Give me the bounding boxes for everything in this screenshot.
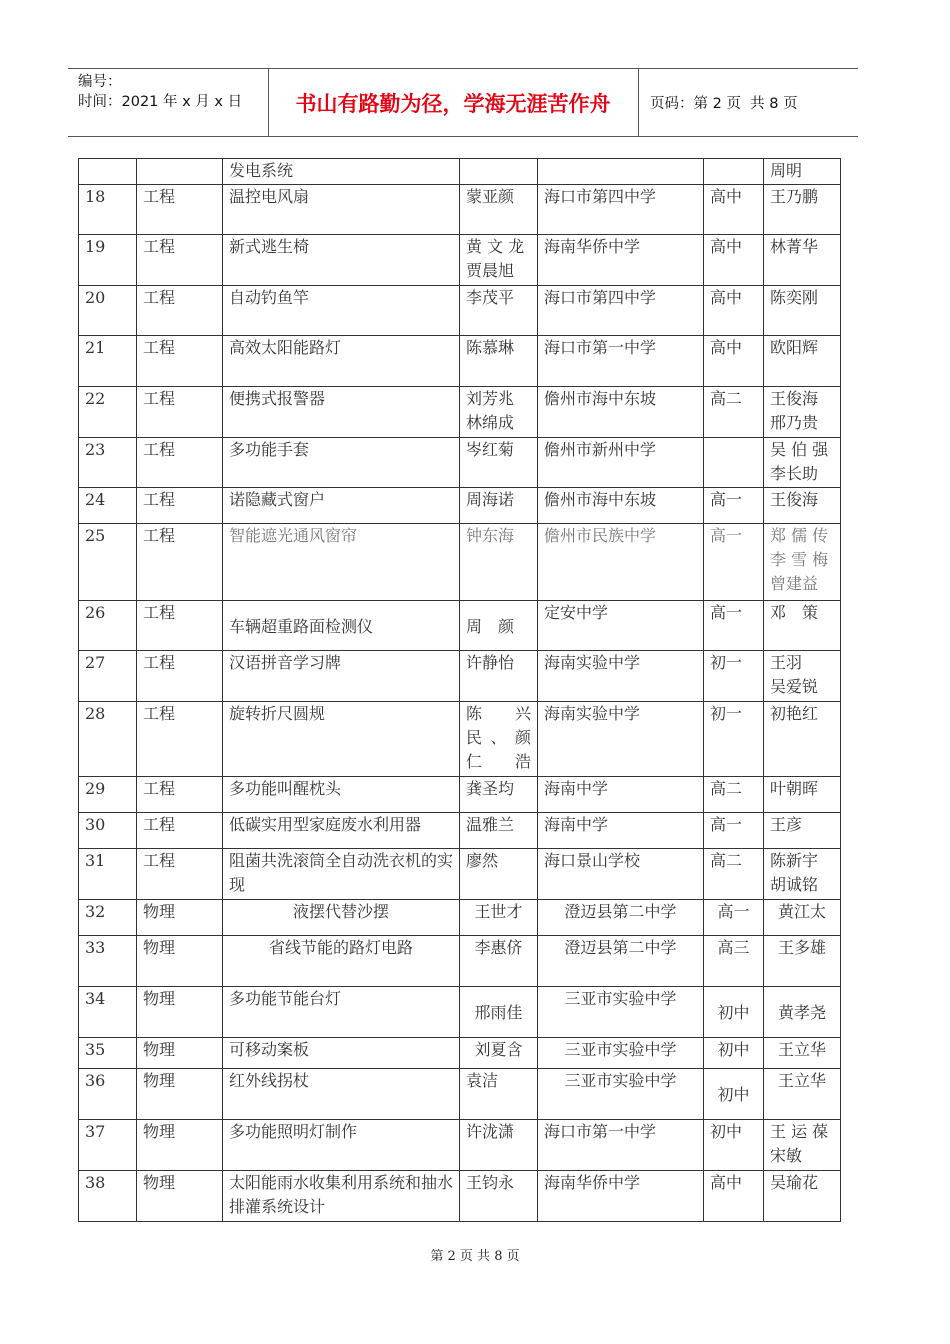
cell-project-title: 可移动案板 [223,1038,460,1069]
cell-student-name: 陈 兴 民 、 颜 仁浩 [460,702,538,777]
cell-number [79,159,137,185]
cell-student-name: 岑红菊 [460,438,538,488]
cell-number: 26 [79,601,137,651]
table-row [79,987,841,1038]
cell-grade [704,159,764,185]
cell-project-title: 太阳能雨水收集利用系统和抽水排灌系统设计 [223,1171,460,1222]
header-meta [78,72,242,112]
cell-category: 工程 [137,185,223,235]
cell-category: 工程 [137,601,223,651]
cell-student-name: 钟东海 [460,524,538,601]
table-row [79,849,841,900]
cell-school: 儋州市新州中学 [538,438,704,488]
cell-project-title: 高效太阳能路灯 [223,336,460,387]
cell-category: 工程 [137,702,223,777]
cell-student-name: 李茂平 [460,286,538,336]
cell-project-title: 车辆超重路面检测仪 [223,601,460,651]
table-row [79,651,841,702]
cell-grade: 初中 [704,1069,764,1120]
table-row [79,438,841,488]
cell-grade: 高中 [704,1171,764,1222]
cell-grade: 初一 [704,702,764,777]
cell-category: 工程 [137,286,223,336]
cell-grade: 高中 [704,235,764,286]
table-row [79,1069,841,1120]
header-page-number: 页码：第 2 页 共 8 页 [650,96,798,112]
cell-category: 物理 [137,1069,223,1120]
cell-category: 工程 [137,524,223,601]
header-motto: 书山有路勤为径，学海无涯苦作舟 [295,91,611,116]
cell-teacher: 王立华 [764,1069,841,1120]
cell-school: 海口市第四中学 [538,286,704,336]
cell-grade: 高二 [704,849,764,900]
cell-teacher: 王羽 吴爱锐 [764,651,841,702]
cell-number: 27 [79,651,137,702]
cell-grade: 高一 [704,900,764,936]
cell-number: 33 [79,936,137,987]
cell-number: 20 [79,286,137,336]
cell-school: 海南实验中学 [538,651,704,702]
cell-category: 工程 [137,235,223,286]
cell-number: 25 [79,524,137,601]
cell-project-title: 多功能手套 [223,438,460,488]
cell-project-title: 自动钓鱼竿 [223,286,460,336]
cell-number: 37 [79,1120,137,1171]
cell-number: 38 [79,1171,137,1222]
cell-school: 澄迈县第二中学 [538,936,704,987]
table-row [79,286,841,336]
cell-school: 三亚市实验中学 [538,987,704,1038]
cell-number: 28 [79,702,137,777]
cell-category: 工程 [137,651,223,702]
cell-grade: 高一 [704,488,764,524]
cell-category: 工程 [137,387,223,438]
table-row [79,601,841,651]
cell-student-name: 黄 文 龙 贾晨旭 [460,235,538,286]
cell-number: 32 [79,900,137,936]
page-footer: 第 2 页 共 8 页 [430,1249,520,1264]
cell-project-title: 多功能节能台灯 [223,987,460,1038]
cell-project-title: 液摆代替沙摆 [223,900,460,936]
cell-student-name [460,159,538,185]
cell-grade: 高一 [704,601,764,651]
cell-school: 海南实验中学 [538,702,704,777]
cell-project-title: 发电系统 [223,159,460,185]
cell-teacher: 陈新宇 胡诚铭 [764,849,841,900]
cell-teacher: 王多雄 [764,936,841,987]
cell-school: 三亚市实验中学 [538,1038,704,1069]
cell-number: 36 [79,1069,137,1120]
cell-school: 儋州市海中东坡 [538,387,704,438]
cell-student-name: 袁洁 [460,1069,538,1120]
cell-category: 工程 [137,488,223,524]
cell-number: 24 [79,488,137,524]
cell-school: 海口景山学校 [538,849,704,900]
table-row [79,387,841,438]
cell-category: 工程 [137,438,223,488]
cell-teacher: 林菁华 [764,235,841,286]
table-row [79,936,841,987]
cell-grade: 初一 [704,651,764,702]
award-table-body [79,159,841,1222]
cell-student-name: 李惠侪 [460,936,538,987]
cell-number: 21 [79,336,137,387]
cell-project-title: 智能遮光通风窗帘 [223,524,460,601]
cell-student-name: 王世才 [460,900,538,936]
cell-teacher: 王乃鹏 [764,185,841,235]
cell-number: 23 [79,438,137,488]
cell-project-title: 多功能叫醒枕头 [223,777,460,813]
cell-teacher: 王立华 [764,1038,841,1069]
cell-school: 海南中学 [538,813,704,849]
cell-school: 海南华侨中学 [538,1171,704,1222]
header-divider [638,69,639,136]
cell-category: 工程 [137,336,223,387]
cell-teacher: 王俊海 邢乃贵 [764,387,841,438]
cell-school: 海南中学 [538,777,704,813]
cell-number: 31 [79,849,137,900]
cell-school: 儋州市民族中学 [538,524,704,601]
cell-grade: 高中 [704,286,764,336]
cell-grade: 高中 [704,185,764,235]
cell-project-title: 低碳实用型家庭废水利用器 [223,813,460,849]
cell-category: 工程 [137,849,223,900]
cell-category: 物理 [137,987,223,1038]
table-row [79,900,841,936]
cell-project-title: 多功能照明灯制作 [223,1120,460,1171]
cell-project-title: 阻菌共洗滚筒全自动洗衣机的实现 [223,849,460,900]
cell-student-name: 温雅兰 [460,813,538,849]
cell-student-name: 许泷潇 [460,1120,538,1171]
cell-teacher: 邓 策 [764,601,841,651]
cell-number: 19 [79,235,137,286]
cell-project-title: 省线节能的路灯电路 [223,936,460,987]
cell-number: 30 [79,813,137,849]
cell-teacher: 黄孝尧 [764,987,841,1038]
table-row [79,159,841,185]
cell-number: 34 [79,987,137,1038]
table-row [79,185,841,235]
cell-project-title: 新式逃生椅 [223,235,460,286]
table-row [79,702,841,777]
cell-student-name: 龚圣均 [460,777,538,813]
cell-teacher: 王彦 [764,813,841,849]
cell-number: 18 [79,185,137,235]
cell-grade: 初中 [704,987,764,1038]
cell-category: 工程 [137,777,223,813]
cell-category: 物理 [137,1120,223,1171]
cell-number: 29 [79,777,137,813]
cell-grade [704,438,764,488]
document-time: 时间：2021 年 x 月 x 日 [78,94,243,110]
cell-student-name: 王钧永 [460,1171,538,1222]
cell-teacher: 初艳红 [764,702,841,777]
cell-category: 物理 [137,1038,223,1069]
cell-student-name: 周海诺 [460,488,538,524]
cell-project-title: 旋转折尺圆规 [223,702,460,777]
cell-grade: 高一 [704,813,764,849]
cell-student-name: 廖然 [460,849,538,900]
cell-teacher: 周明 [764,159,841,185]
cell-category: 物理 [137,900,223,936]
cell-teacher: 黄江太 [764,900,841,936]
cell-school: 定安中学 [538,601,704,651]
cell-teacher: 王俊海 [764,488,841,524]
cell-school: 澄迈县第二中学 [538,900,704,936]
cell-student-name: 邢雨佳 [460,987,538,1038]
cell-grade: 高一 [704,524,764,601]
cell-teacher: 王 运 葆 宋敏 [764,1120,841,1171]
cell-student-name: 许静怡 [460,651,538,702]
cell-school: 儋州市海中东坡 [538,488,704,524]
table-row [79,1038,841,1069]
cell-grade: 高二 [704,777,764,813]
cell-student-name: 刘夏含 [460,1038,538,1069]
cell-teacher: 郑 儒 传 李 雪 梅 曾建益 [764,524,841,601]
cell-category: 工程 [137,813,223,849]
cell-number: 35 [79,1038,137,1069]
cell-grade: 初中 [704,1038,764,1069]
document-number: 编号： [78,74,122,90]
table-row [79,235,841,286]
cell-number: 22 [79,387,137,438]
cell-teacher: 吴瑜花 [764,1171,841,1222]
cell-grade: 高三 [704,936,764,987]
table-row [79,1120,841,1171]
cell-school: 海口市第一中学 [538,336,704,387]
table-row [79,777,841,813]
cell-category: 物理 [137,936,223,987]
cell-grade: 初中 [704,1120,764,1171]
cell-student-name: 刘芳兆 林绵成 [460,387,538,438]
award-table [78,158,841,1222]
cell-project-title: 诺隐藏式窗户 [223,488,460,524]
page-header [68,68,858,137]
cell-school: 海口市第四中学 [538,185,704,235]
cell-grade: 高中 [704,336,764,387]
cell-grade: 高二 [704,387,764,438]
cell-teacher: 吴 伯 强 李长助 [764,438,841,488]
cell-project-title: 红外线拐杖 [223,1069,460,1120]
cell-project-title: 便携式报警器 [223,387,460,438]
cell-teacher: 欧阳辉 [764,336,841,387]
cell-project-title: 温控电风扇 [223,185,460,235]
cell-category: 物理 [137,1171,223,1222]
table-row [79,1171,841,1222]
cell-school: 海口市第一中学 [538,1120,704,1171]
cell-school: 三亚市实验中学 [538,1069,704,1120]
cell-school [538,159,704,185]
cell-teacher: 叶朝晖 [764,777,841,813]
table-row [79,488,841,524]
cell-student-name: 周 颜 [460,601,538,651]
table-row [79,813,841,849]
cell-teacher: 陈奕刚 [764,286,841,336]
cell-project-title: 汉语拼音学习牌 [223,651,460,702]
cell-student-name: 蒙亚颜 [460,185,538,235]
table-row [79,524,841,601]
cell-school: 海南华侨中学 [538,235,704,286]
cell-student-name: 陈慕琳 [460,336,538,387]
cell-category [137,159,223,185]
table-row [79,336,841,387]
